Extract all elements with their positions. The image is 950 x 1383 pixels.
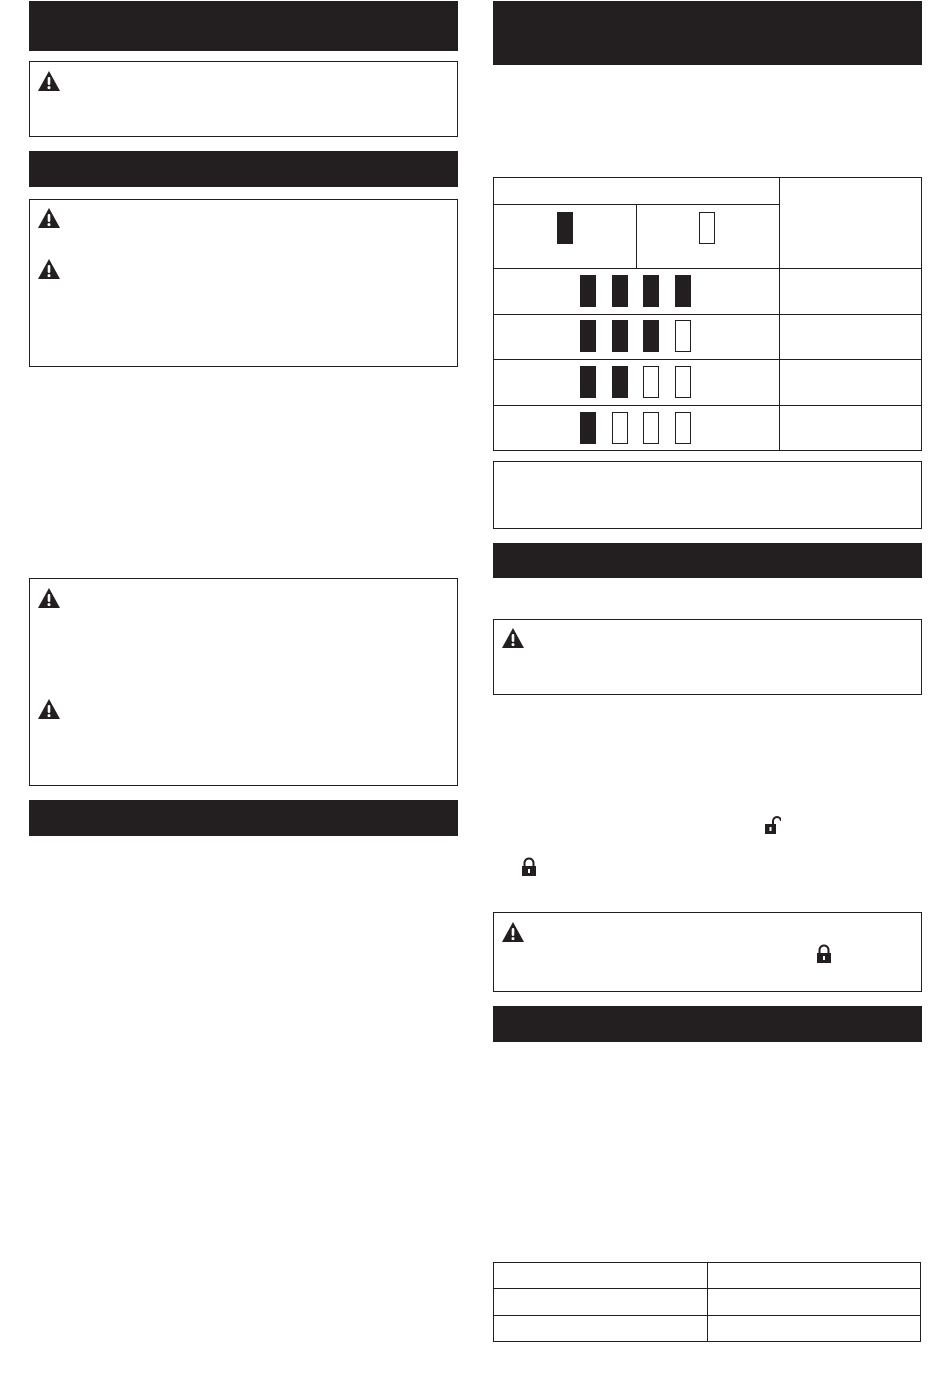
warning-box-5	[493, 912, 922, 992]
lit-indicator-segment	[580, 366, 596, 398]
unlit-indicator-segment	[612, 412, 628, 444]
warning-box-1	[29, 61, 458, 137]
section-header-bar-6	[493, 1006, 922, 1042]
table-row-divider	[494, 1288, 920, 1289]
lit-indicator-segment	[612, 320, 628, 352]
table-row-divider	[494, 268, 921, 269]
battery-indicator-table	[493, 177, 922, 451]
table-row-divider	[494, 1315, 920, 1316]
lit-indicator-segment	[580, 320, 596, 352]
section-header-bar-4	[493, 1, 922, 65]
lock-icon	[816, 944, 832, 964]
warning-box-4	[493, 619, 922, 695]
lit-indicator-segment	[675, 275, 691, 307]
warning-triangle-icon	[501, 627, 525, 649]
unlit-indicator-segment	[643, 412, 659, 444]
warning-box-2	[29, 199, 458, 367]
legend-lit-segment	[557, 212, 573, 244]
warning-triangle-icon	[37, 207, 61, 229]
note-box	[493, 461, 922, 529]
lit-indicator-segment	[612, 275, 628, 307]
specification-table	[493, 1262, 921, 1342]
section-header-bar-5	[493, 543, 922, 578]
unlit-indicator-segment	[675, 366, 691, 398]
unlit-indicator-segment	[675, 412, 691, 444]
warning-triangle-icon	[37, 698, 61, 720]
lit-indicator-segment	[612, 366, 628, 398]
section-header-bar-1	[29, 1, 458, 51]
unlit-indicator-segment	[675, 320, 691, 352]
legend-unlit-segment	[699, 212, 715, 244]
section-header-bar-2	[29, 151, 458, 187]
lit-indicator-segment	[643, 275, 659, 307]
lit-indicator-segment	[580, 275, 596, 307]
table-column-divider	[707, 1263, 708, 1341]
table-row-divider	[494, 314, 921, 315]
table-row-divider	[494, 405, 921, 406]
warning-triangle-icon	[501, 921, 525, 943]
lock-icon	[521, 857, 537, 877]
lit-indicator-segment	[643, 320, 659, 352]
warning-triangle-icon	[37, 258, 61, 280]
unlit-indicator-segment	[643, 366, 659, 398]
warning-box-3	[29, 578, 458, 786]
table-row-divider	[494, 359, 921, 360]
section-header-bar-3	[29, 800, 458, 836]
warning-triangle-icon	[37, 70, 61, 92]
warning-triangle-icon	[37, 587, 61, 609]
lit-indicator-segment	[580, 412, 596, 444]
unlock-icon	[765, 815, 781, 835]
table-header-split	[636, 204, 637, 268]
